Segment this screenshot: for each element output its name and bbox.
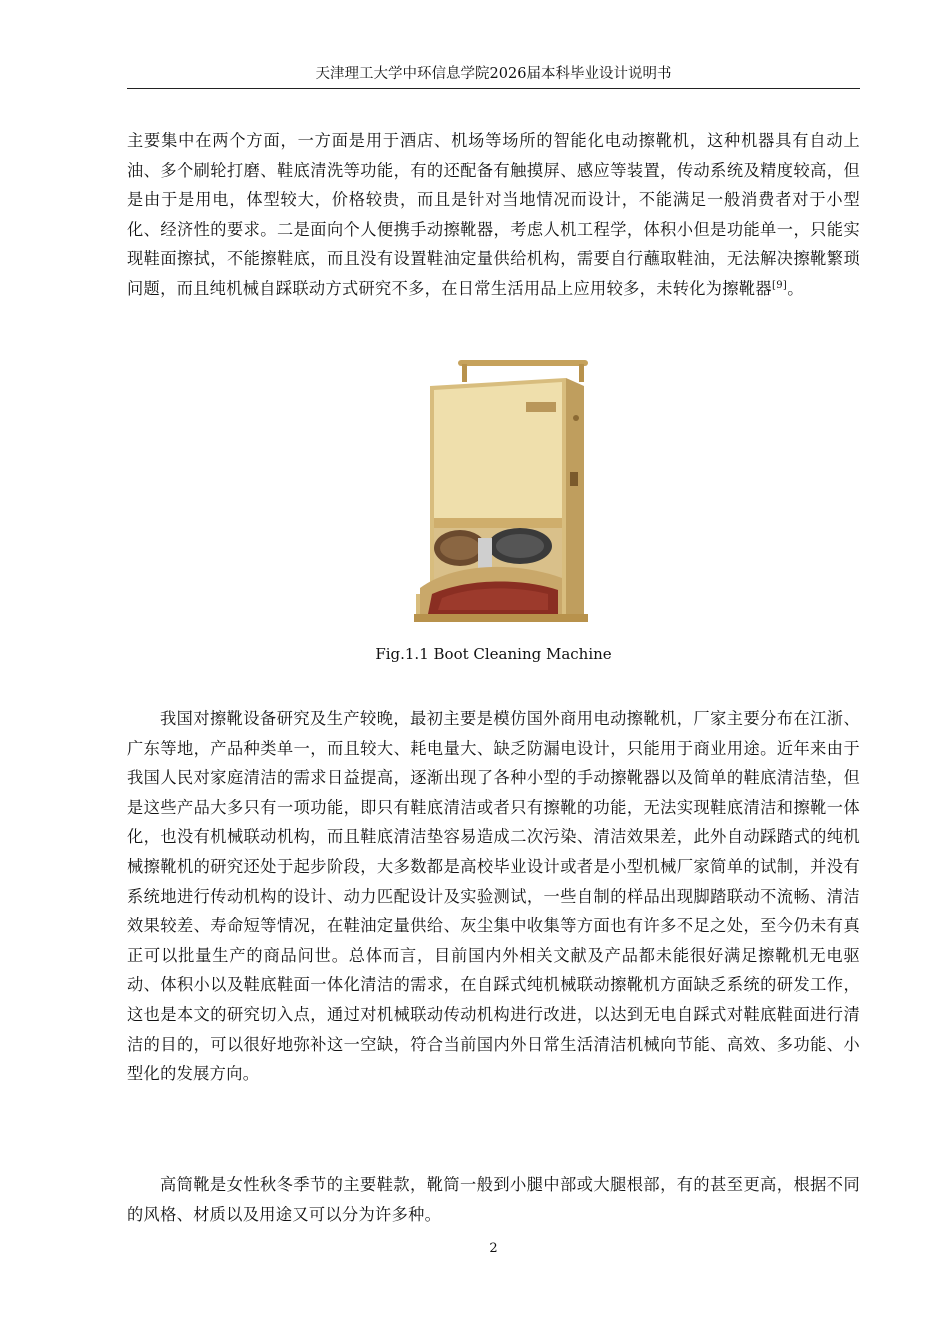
boot-cleaning-machine-image xyxy=(412,352,634,630)
body-paragraph-1 xyxy=(127,126,860,304)
paragraph-text: 主要集中在两个方面，一方面是用于酒店、机场等场所的智能化电动擦靴机，这种机器具有自动上油、多个刷轮打磨、鞋底清洗等功能，有的还配备有触摸屏、感应等装置，传动系统及精度较高，但是由于是用电，体型较大，价格较贵，而且是针对当地情况而设计，不能满足一般消费者对于小型化、经济性的要求。二是面向个人便携手动擦靴器，考虑人机工程学，体积小但是功能单一，只能实现鞋面擦拭，不能擦鞋底，而且没有设置鞋油定量供给机构，需要自行蘸取鞋油，无法解决擦靴繁琐问题，而且纯机械自踩联动方式研究不多，在日常生活用品上应用较多，未转化为擦靴器 xyxy=(127,131,860,298)
figure-caption: Fig.1.1 Boot Cleaning Machine xyxy=(375,645,612,663)
body-paragraph-3: 高筒靴是女性秋冬季节的主要鞋款，靴筒一般到小腿中部或大腿根部，有的甚至更高，根据不同的风格、材质以及用途又可以分为许多种。 xyxy=(127,1175,860,1224)
boot-cleaning-machine-photo-icon xyxy=(412,352,634,630)
citation-ref: [9] xyxy=(771,279,788,291)
page-header-title: 天津理工大学中环信息学院2026届本科毕业设计说明书 xyxy=(315,66,672,82)
body-paragraph-2: 我国对擦靴设备研究及生产较晚，最初主要是模仿国外商用电动擦靴机，厂家主要分布在江浙、广东等地，产品种类单一，而且较大、耗电量大、缺乏防漏电设计，只能用于商业用途。近年来由于我国人民对家庭清洁的需求日益提高，逐渐出现了各种小型的手动擦靴器以及简单的鞋底清洁垫，但是这些产品大多只有一项功能，即只有鞋底清洁或者只有擦靴的功能，无法实现鞋底清洁和擦靴一体化，也没有机械联动机构，而且鞋底清洁垫容易造成二次污染、清洁效果差，此外自动踩踏式的纯机械擦靴机的研究还处于起步阶段，大多数都是高校毕业设计或者是小型机械厂家简单的试制，并没有系统地进行传动机构的设计、动力匹配设计及实验测试，一些自制的样品出现脚踏联动不流畅、清洁效果较差、寿命短等情况，在鞋油定量供给、灰尘集中收集等方面也有许多不足之处，至今仍未有真正可以批量生产的商品问世。总体而言，目前国内外相关文献及产品都未能很好满足擦靴机无电驱动、体积小以及鞋底鞋面一体化清洁的需求，在自踩式纯机械联动擦靴机方面缺乏系统的研发工作，这也是本文的研究切入点，通过对机械联动传动机构进行改进，以达到无电自踩式对鞋底鞋面进行清洁的目的，可以很好地弥补这一空缺，符合当前国内外日常生活清洁机械向节能、高效、多功能、小型化的发展方向。 xyxy=(127,709,860,1084)
paragraph-end: 。 xyxy=(787,278,804,298)
header-divider xyxy=(127,88,860,89)
page-number: 2 xyxy=(489,1241,498,1256)
